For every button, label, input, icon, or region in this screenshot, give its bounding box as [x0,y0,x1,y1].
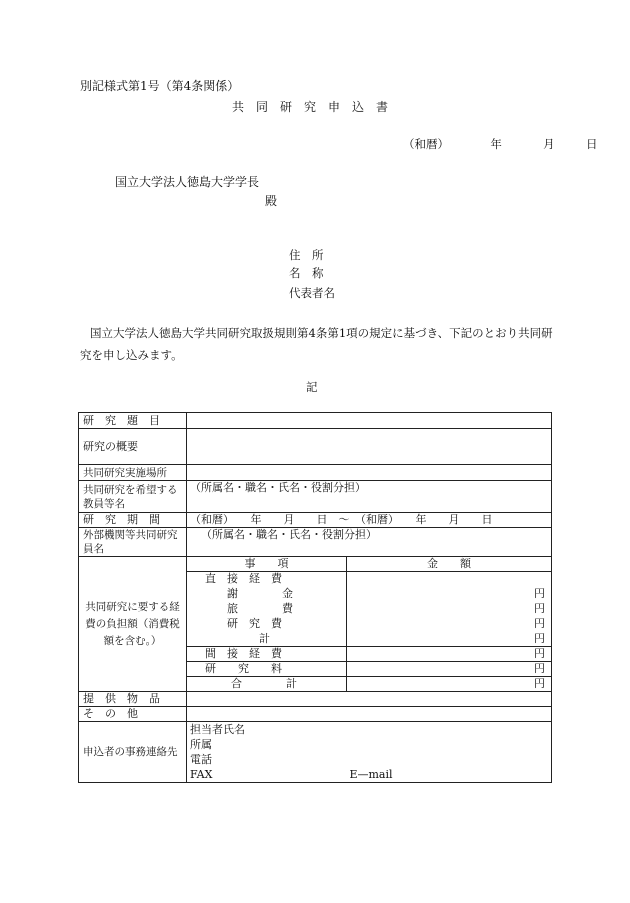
yen-unit: 円 [534,602,545,615]
contact-email-label: E—mail [349,768,393,781]
date-day: 日 [585,137,598,151]
yen-unit: 円 [534,677,545,690]
other-input[interactable] [187,707,552,722]
external-label: 外部機関等共同研究員名 [79,528,187,557]
yen-unit: 円 [534,662,545,675]
recipient-honorific: 殿 [265,194,278,208]
yen-unit: 円 [534,617,545,630]
cost-label: 共同研究に要する経費の負担額（消費税額を含む。） [79,557,187,692]
yen-unit: 円 [534,631,545,645]
ki-marker: 記 [306,380,318,394]
cost-col-item: 事 項 [187,557,347,572]
date-line [403,139,597,151]
faculty-hint: （所属名・職名・氏名・役割分担） [190,481,366,494]
applicant-name-label: 名 称 [289,266,324,280]
research-title-input[interactable] [187,413,552,429]
body-text: 国立大学法人徳島大学共同研究取扱規則第4条第1項の規定に基づき、下記のとおり共同研究を申し込みます。 [80,326,553,362]
application-table [78,412,552,783]
date-era: （和暦） [403,137,449,151]
indirect-label: 間 接 経 費 [187,647,347,662]
research-fee-amount[interactable] [347,662,552,677]
yen-unit: 円 [534,647,545,660]
applicant-rep-label: 代表者名 [289,286,335,300]
other-label: そ の 他 [79,707,187,722]
indirect-amount[interactable] [347,647,552,662]
total-label: 合 計 [187,677,347,692]
subtotal-amount[interactable] [347,632,552,647]
subtotal-label: 計 [187,632,347,647]
direct-label: 直 接 経 費 [187,572,347,587]
research-expense-label: 研 究 費 [187,617,347,632]
external-hint: （所属名・職名・氏名・役割分担） [201,528,377,541]
yen-unit: 円 [534,587,545,600]
row-provided [79,692,552,707]
row-cost-header [79,557,552,572]
provided-label: 提 供 物 品 [79,692,187,707]
provided-input[interactable] [187,692,552,707]
overview-input[interactable] [187,429,552,465]
direct-amount[interactable] [347,572,552,587]
row-location [79,465,552,481]
applicant-address-label: 住 所 [289,248,324,262]
date-year: 年 [490,137,502,151]
research-fee-label: 研 究 料 [187,662,347,677]
row-overview [79,429,552,465]
contact-label: 申込者の事務連絡先 [79,722,187,783]
row-other [79,707,552,722]
overview-label: 研究の概要 [79,429,187,465]
date-month: 月 [543,137,555,151]
contact-affiliation-label: 所属 [190,738,212,751]
travel-label: 旅 費 [187,602,347,617]
period-input[interactable] [187,513,552,528]
contact-fax-label: FAX [190,768,213,781]
honorarium-label: 謝 金 [187,587,347,602]
travel-amount[interactable] [347,602,552,617]
contact-fax-email-line [190,767,548,782]
external-input[interactable] [187,528,552,557]
recipient-name: 国立大学法人徳島大学学長 [115,175,260,189]
cost-col-amount: 金 額 [347,557,552,572]
period-value: （和暦） 年 月 日 ～ （和暦） 年 月 日 [190,513,493,526]
row-faculty [79,481,552,513]
contact-person-label: 担当者氏名 [190,723,245,736]
research-expense-amount[interactable] [347,617,552,632]
row-external [79,528,552,557]
document-title: 共同研究申込書 [232,100,401,114]
form-label: 別記様式第1号（第4条関係） [80,79,240,93]
period-label: 研 究 期 間 [79,513,187,528]
contact-block[interactable] [187,722,552,783]
honorarium-amount[interactable] [347,587,552,602]
row-contact [79,722,552,783]
faculty-input[interactable] [187,481,552,513]
row-research-title [79,413,552,429]
row-period [79,513,552,528]
location-input[interactable] [187,465,552,481]
research-title-label: 研 究 題 目 [79,413,187,429]
total-amount[interactable] [347,677,552,692]
location-label: 共同研究実施場所 [79,465,187,481]
contact-phone-label: 電話 [190,753,212,766]
faculty-label: 共同研究を希望する教員等名 [79,481,187,513]
